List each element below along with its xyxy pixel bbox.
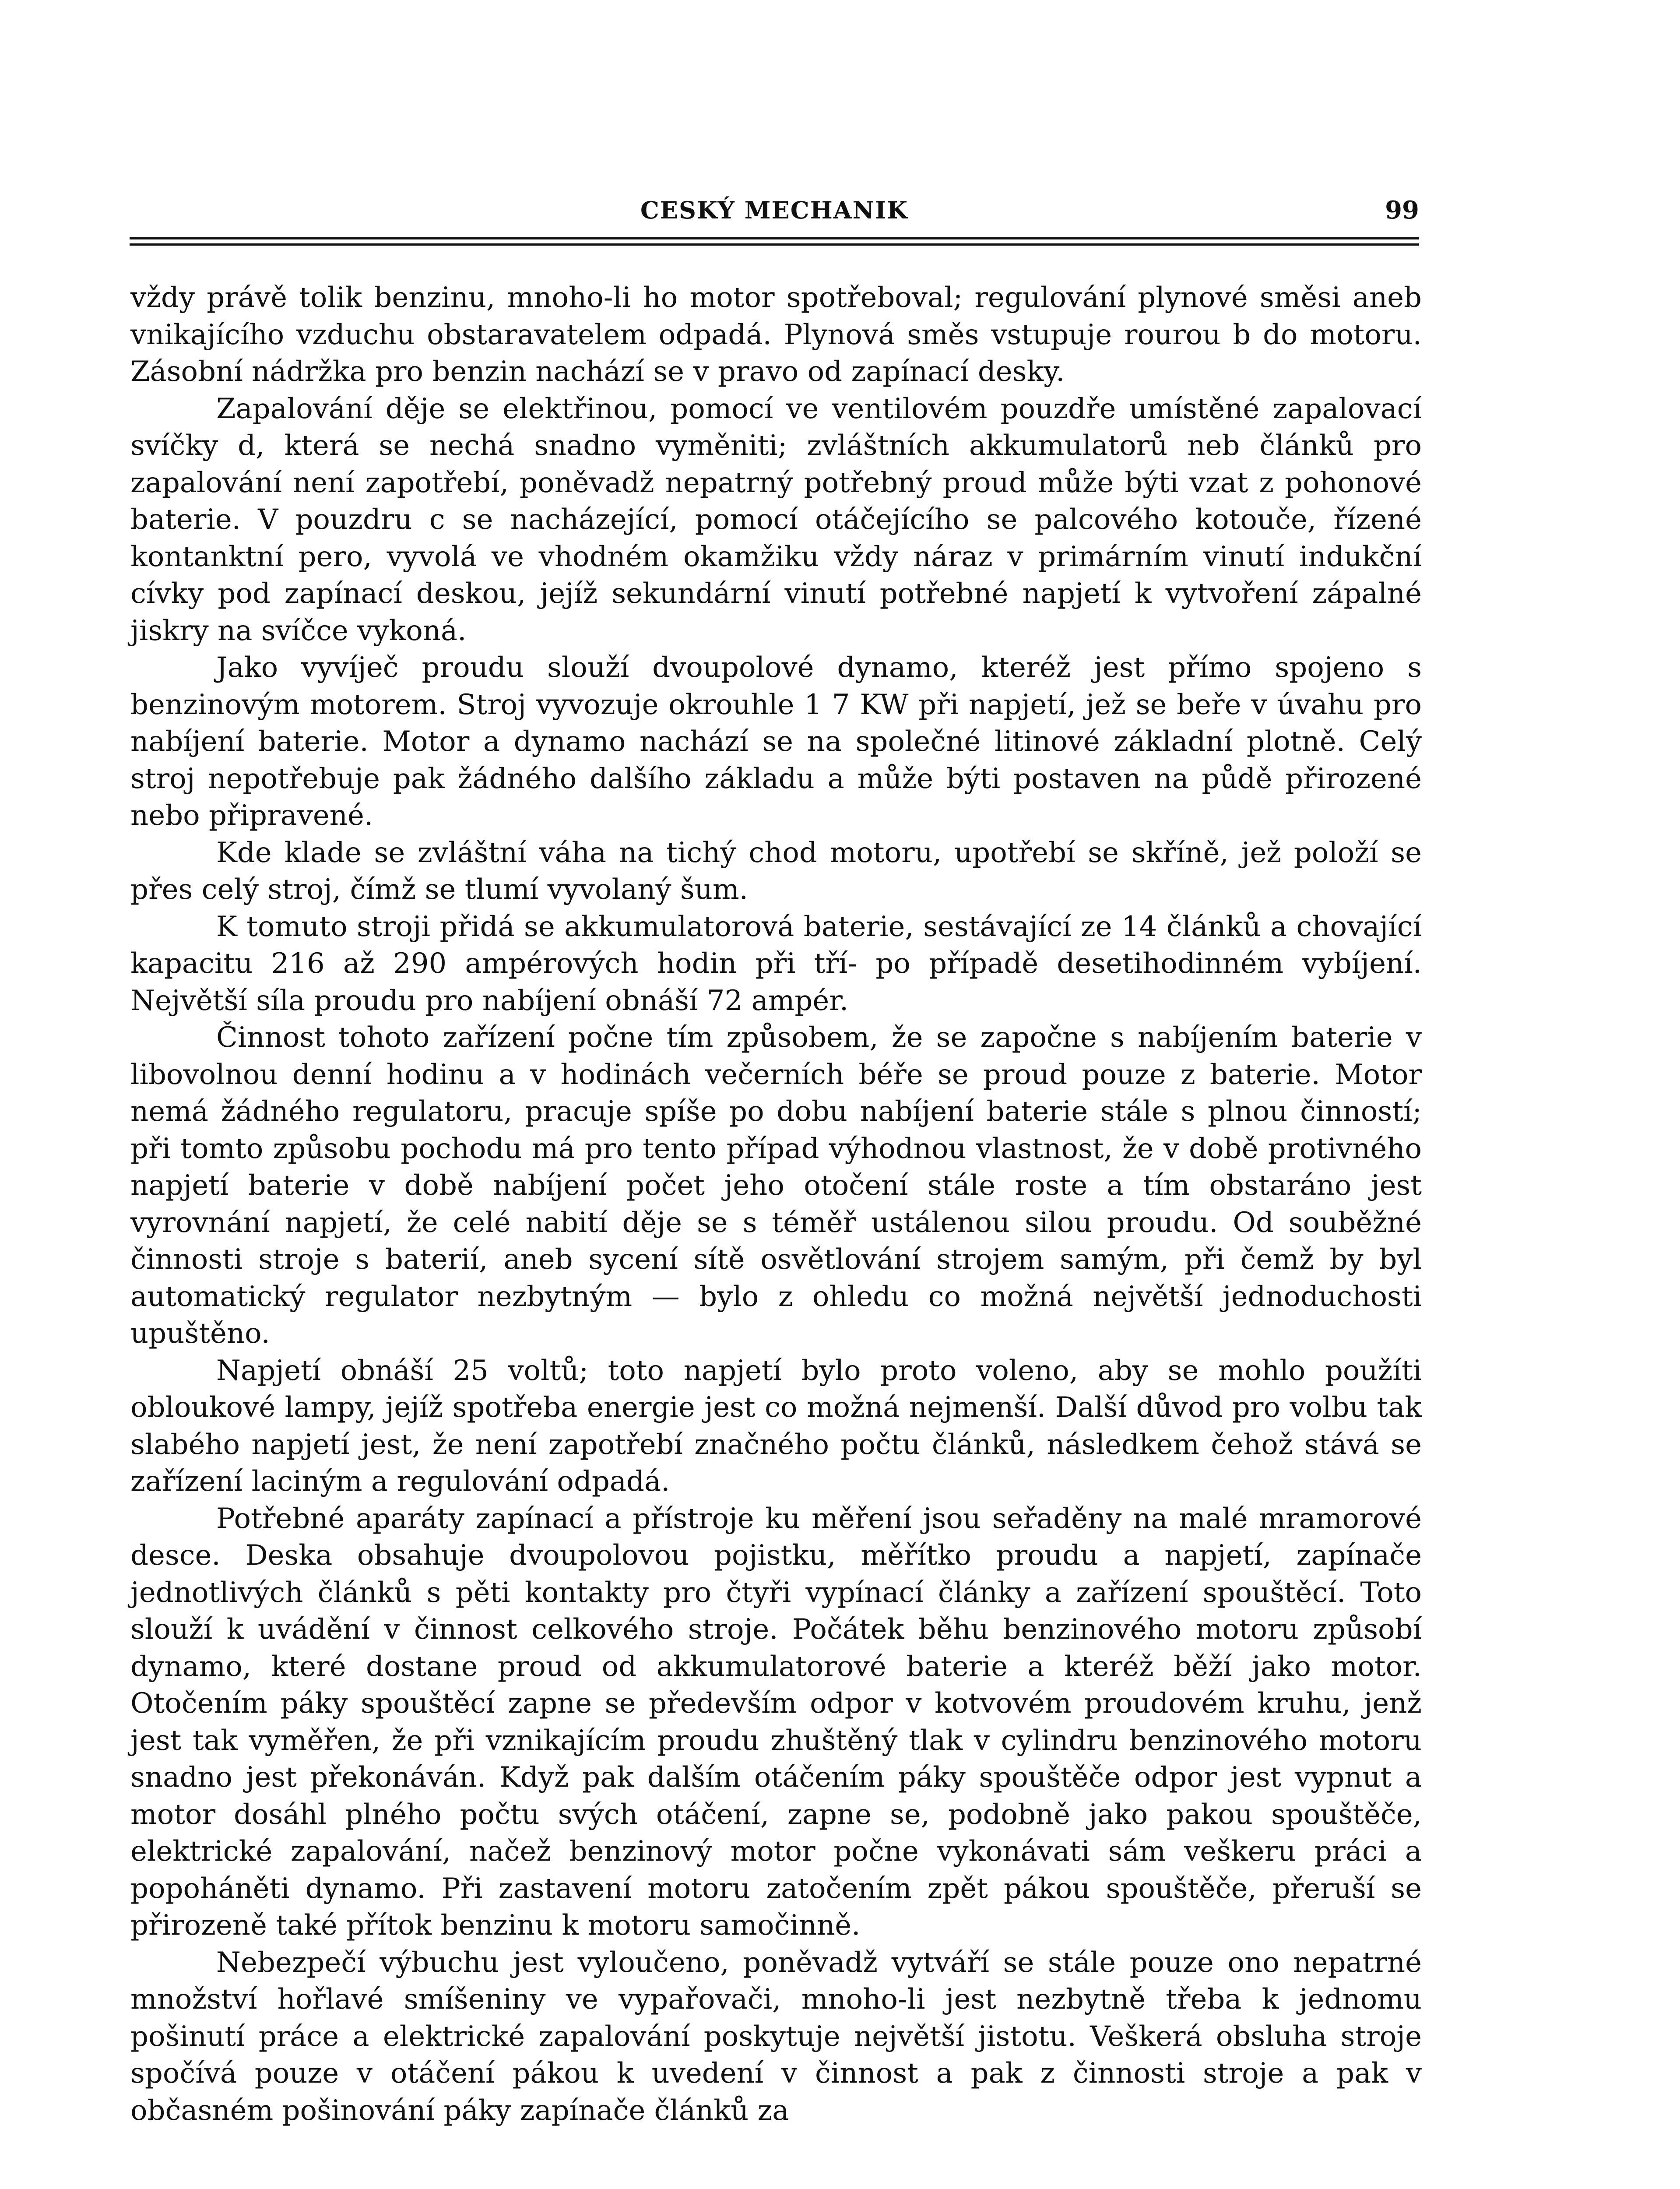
paragraph: Kde klade se zvláštní váha na tichý chod motoru, upotřebí se skříně, jež položí se přes celý stroj, čímž se tlumí vyvolaný šum. xyxy=(130,836,1422,906)
paragraph: vždy právě tolik benzinu, mnoho-li ho motor spotřeboval; regulování plynové směsi aneb vnikajícího vzduchu obstaravatelem odpadá. Plynová směs vstupuje rourou b do motoru. Zásobní nádržka pro benzin nachází se v pravo od zapínací desky. xyxy=(130,282,1422,388)
paragraph: Napjetí obnáší 25 voltů; toto napjetí bylo proto voleno, aby se mohlo použíti obloukové lampy, jejíž spotřeba energie jest co možná nejmenší. Další důvod pro volbu tak slabého napjetí jest, že není zapotřebí značného počtu článků, následkem čehož stává se zařízení laciným a regulování odpadá. xyxy=(130,1354,1422,1498)
paragraph: Zapalování děje se elektřinou, pomocí ve ventilovém pouzdře umístěné zapalovací svíčky d, která se nechá snadno vyměniti; zvláštních akkumulatorů neb článků pro zapalování není zapotřebí, poněvadž nepatrný potřebný proud může býti vzat z pohonové baterie. V pouzdru c se nacházející, pomocí otáčejícího se palcového kotouče, řízené kontanktní pero, vyvolá ve vhodném okamžiku vždy náraz v primárním vinutí indukční cívky pod zapínací deskou, jejíž sekundární vinutí potřebné napjetí k vytvoření zápalné jiskry na svíčce vykoná. xyxy=(130,392,1422,647)
paragraph: Činnost tohoto zařízení počne tím způsobem, že se započne s nabíjením baterie v libovolnou denní hodinu a v hodinách večerních béře se proud pouze z baterie. Motor nemá žádného regulatoru, pracuje spíše po dobu nabíjení baterie stále s plnou činností; při tomto způsobu pochodu má pro tento případ výhodnou vlastnost, že v době protivného napjetí baterie v době nabíjení počet jeho otočení stále roste a tím obstaráno jest vyrovnání napjetí, že celé nabití děje se s téměř ustálenou silou proudu. Od souběžné činnosti stroje s baterií, aneb sycení sítě osvětlování strojem samým, při čemž by byl automatický regulator nezbytným — bylo z ohledu co možná největší jednoduchosti upuštěno. xyxy=(130,1021,1422,1350)
header-rule-bottom xyxy=(130,243,1419,246)
running-head xyxy=(130,193,1419,228)
body-text xyxy=(130,279,1422,2129)
page-number: 99 xyxy=(1385,196,1419,225)
running-title: CESKÝ MECHANIK xyxy=(640,196,909,224)
paragraph: Potřebné aparáty zapínací a přístroje ku měření jsou seřaděny na malé mramorové desce. Deska obsahuje dvoupolovou pojistku, měřítko proudu a napjetí, zapínače jednotlivých článků s pěti kontakty pro čtyři vypínací články a zařízení spouštěcí. Toto slouží k uvádění v činnost celkového stroje. Počátek běhu benzinového motoru způsobí dynamo, které dostane proud od akkumulatorové baterie a kteréž běží jako motor. Otočením páky spouštěcí zapne se především odpor v kotvovém proudovém kruhu, jenž jest tak vyměřen, že při vznikajícím proudu zhuštěný tlak v cylindru benzinového motoru snadno jest překonáván. Když pak dalším otáčením páky spouštěče odpor jest vypnut a motor dosáhl plného počtu svých otáčení, zapne se, podobně jako pakou spouštěče, elektrické zapalování, načež benzinový motor počne vykonávati sám veškeru práci a popoháněti dynamo. Při zastavení motoru zatočením zpět pákou spouštěče, přeruší se přirozeně také přítok benzinu k motoru samočinně. xyxy=(130,1502,1422,1942)
paragraph: Nebezpečí výbuchu jest vyloučeno, poněvadž vytváří se stále pouze ono nepatrné množství hořlavé smíšeniny ve vypařovači, mnoho-li jest nezbytně třeba k jednomu pošinutí práce a elektrické zapalování poskytuje největší jistotu. Veškerá obsluha stroje spočívá pouze v otáčení pákou k uvedení v činnost a pak z činnosti stroje a pak v občasném pošinování páky zapínače článků za xyxy=(130,1946,1422,2127)
paragraph: Jako vyvíječ proudu slouží dvoupolové dynamo, kteréž jest přímo spojeno s benzinovým motorem. Stroj vyvozuje okrouhle 1 7 KW při napjetí, jež se beře v úvahu pro nabíjení baterie. Motor a dynamo nachází se na společné litinové základní plotně. Celý stroj nepotřebuje pak žádného dalšího základu a může býti postaven na půdě přirozené nebo připravené. xyxy=(130,651,1422,832)
paragraph: K tomuto stroji přidá se akkumulatorová baterie, sestávající ze 14 článků a chovající kapacitu 216 až 290 ampérových hodin při tří- po případě desetihodinném vybíjení. Největší síla proudu pro nabíjení obnáší 72 ampér. xyxy=(130,910,1422,1017)
header-rule-top xyxy=(130,237,1419,239)
